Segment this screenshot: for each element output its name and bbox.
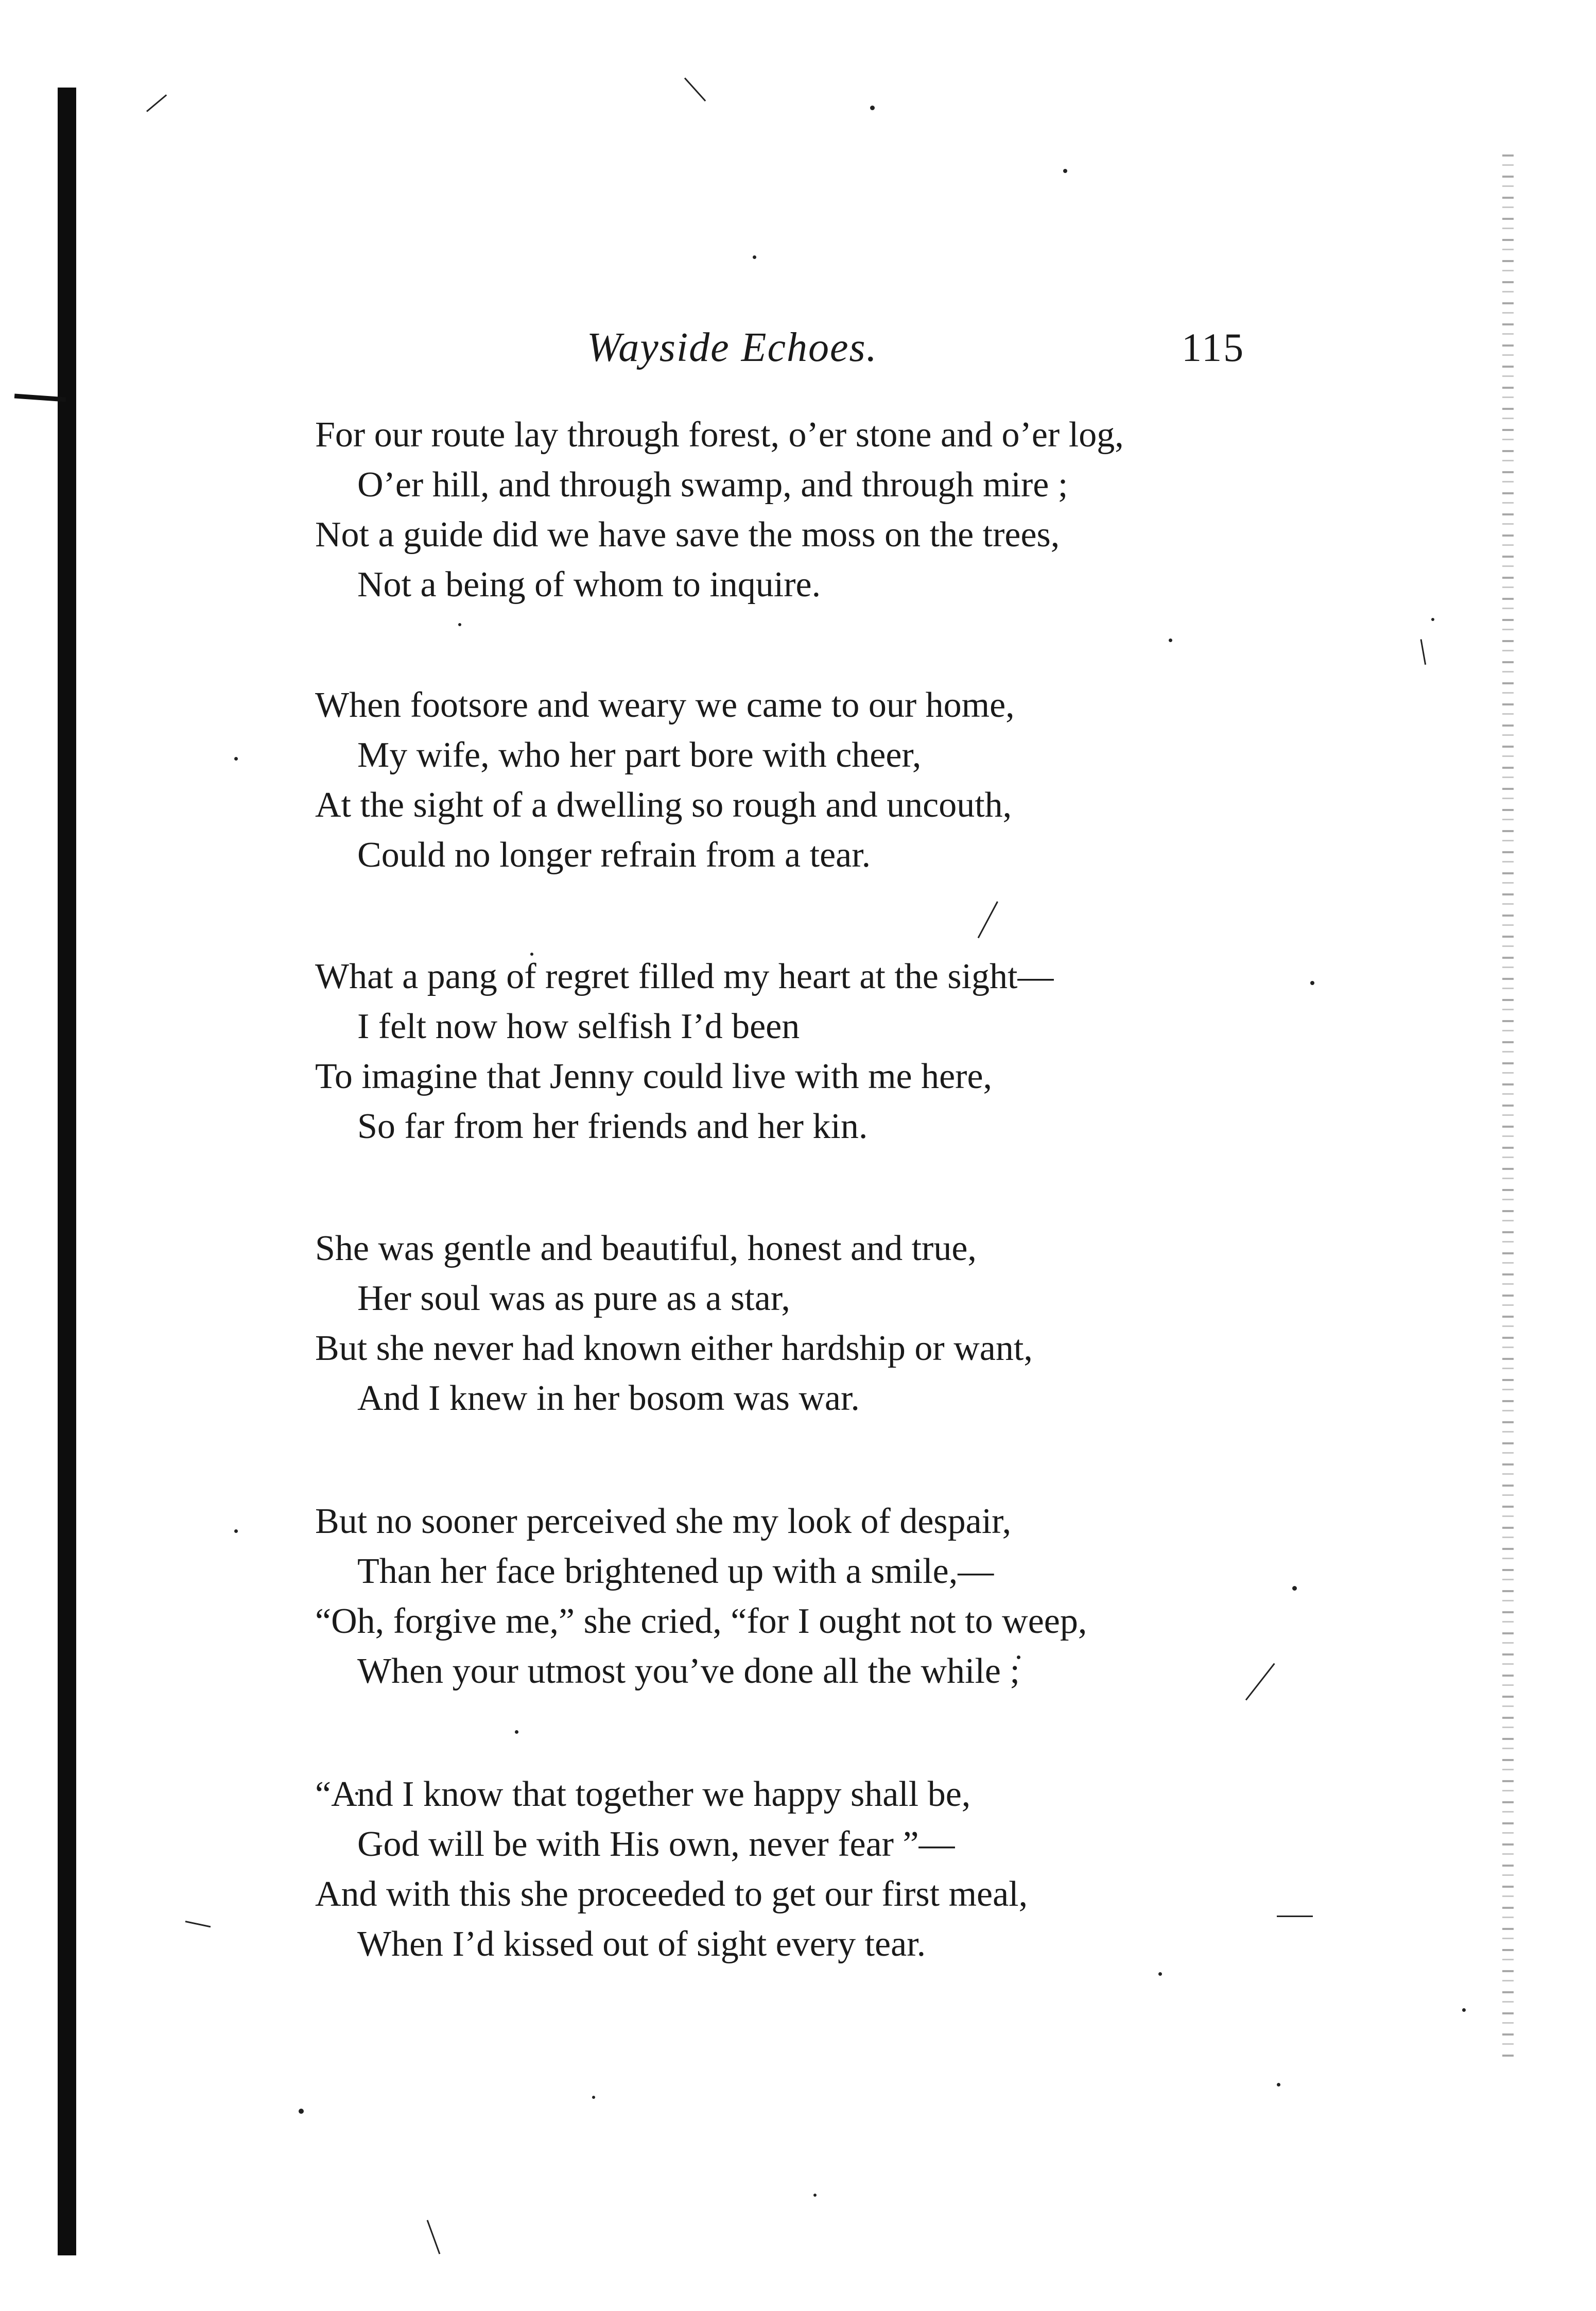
verse-line: God will be with His own, never fear ”— bbox=[357, 1824, 955, 1864]
verse-line: I felt now how selfish I’d been bbox=[357, 1007, 800, 1046]
verse-line: So far from her friends and her kin. bbox=[357, 1107, 868, 1146]
verse-line: When I’d kissed out of sight every tear. bbox=[357, 1924, 926, 1964]
verse-line: My wife, who her part bore with cheer, bbox=[357, 735, 922, 775]
verse-line: Than her face brightened up with a smile,— bbox=[357, 1551, 994, 1591]
verse-line: Her soul was as pure as a star, bbox=[357, 1279, 790, 1318]
binding-edge bbox=[58, 88, 76, 2255]
verse-line: But no sooner perceived she my look of despair, bbox=[315, 1502, 1012, 1541]
verse-line: And with this she proceeded to get our first meal, bbox=[315, 1874, 1028, 1914]
page-number: 115 bbox=[1182, 325, 1245, 370]
verse-line: “And I know that together we happy shall be, bbox=[315, 1774, 971, 1814]
verse-line: Not a guide did we have save the moss on the trees, bbox=[315, 515, 1060, 555]
verse-line: When footsore and weary we came to our home, bbox=[315, 685, 1015, 725]
verse-line: O’er hill, and through swamp, and through mire ; bbox=[357, 465, 1068, 505]
verse-line: At the sight of a dwelling so rough and uncouth, bbox=[315, 785, 1012, 825]
verse-line: When your utmost you’ve done all the while ; bbox=[357, 1651, 1020, 1691]
verse-line: For our route lay through forest, o’er stone and o’er log, bbox=[315, 415, 1124, 455]
verse-line: She was gentle and beautiful, honest and true, bbox=[315, 1229, 977, 1268]
verse-line: “Oh, forgive me,” she cried, “for I ought not to weep, bbox=[315, 1601, 1087, 1641]
verse-line: Not a being of whom to inquire. bbox=[357, 565, 821, 605]
scan-edge-noise bbox=[1502, 154, 1514, 2060]
running-title: Wayside Echoes. bbox=[587, 325, 878, 370]
verse-line: To imagine that Jenny could live with me here, bbox=[315, 1057, 993, 1096]
verse-line: Could no longer refrain from a tear. bbox=[357, 835, 871, 875]
verse-line: What a pang of regret filled my heart at the sight— bbox=[315, 957, 1054, 996]
verse-line: But she never had known either hardship or want, bbox=[315, 1329, 1033, 1368]
verse-line: And I knew in her bosom was war. bbox=[357, 1378, 860, 1418]
running-header bbox=[587, 324, 1256, 381]
